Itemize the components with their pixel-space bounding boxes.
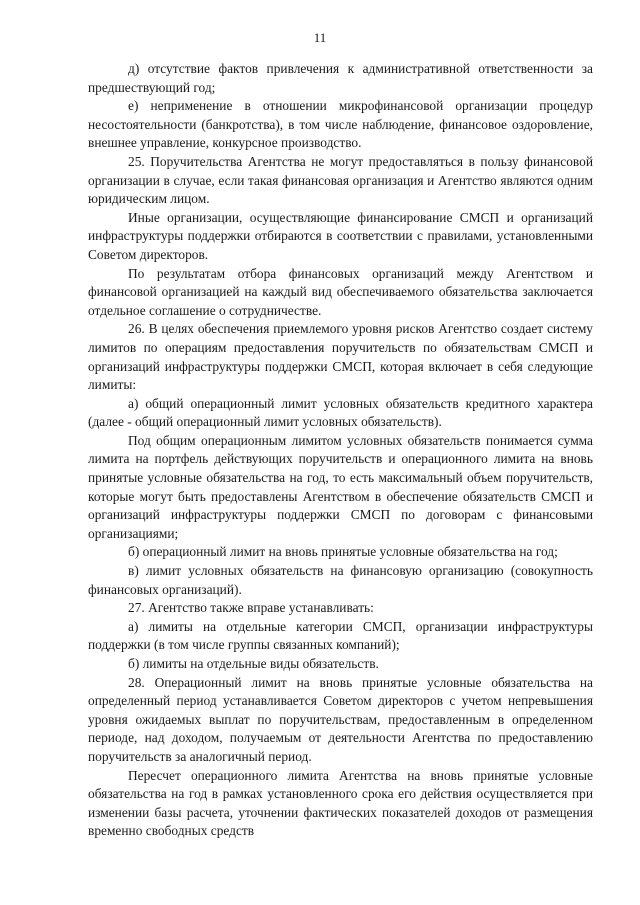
paragraph-26: 26. В целях обеспечения приемлемого уровня рисков Агентство создает систему лимитов по операциям предоставления поручительств по обязательствам СМСП и организаций инфраструктуры поддержки СМСП, которая включает в себя следующие лимиты: (88, 321, 593, 393)
paragraph-25: 25. Поручительства Агентства не могут предоставляться в пользу финансовой организации в случае, если такая финансовая организация и Агентство являются одним юридическим лицом. (88, 153, 593, 207)
paragraph-28: 28. Операционный лимит на вновь принятые условные обязательства на определенный период устанавливается Советом директоров с учетом непревышения уровня ожидаемых выплат по поручительствам, предоставленным в определенном периоде, над доходом, получаемым от деятельности Агентства по предоставлению поручительств за аналогичный период. (88, 674, 593, 764)
document-body (88, 60, 593, 841)
paragraph-1e: е) неприменение в отношении микрофинансовой организации процедур несостоятельности (банкротства), в том числе наблюдение, финансовое оздоровление, внешнее управление, конкурсное производство. (88, 98, 593, 151)
paragraph-26b: б) операционный лимит на вновь принятые условные обязательства на год; (128, 544, 558, 560)
paragraph-27: 27. Агентство также вправе устанавливать: (128, 600, 374, 616)
paragraph-27a: а) лимиты на отдельные категории СМСП, организации инфраструктуры поддержки (в том числе группы связанных компаний); (88, 618, 593, 653)
paragraph-26-definition: Под общим операционным лимитом условных обязательств понимается сумма лимита на портфель действующих поручительств и операционного лимита на вновь принятые условные обязательства на год, то есть максимальный объем поручительств, которые могут быть предоставлены Агентством в обеспечение обязательств СМСП и организаций инфраструктуры поддержки СМСП по договорам с финансовыми организациями; (88, 432, 593, 541)
paragraph-26a: а) общий операционный лимит условных обязательств кредитного характера (далее - общий операционный лимит условных обязательств). (88, 395, 593, 430)
paragraph-27b: б) лимиты на отдельные виды обязательств. (128, 656, 379, 671)
paragraph-28-recalculation: Пересчет операционного лимита Агентства на вновь принятые условные обязательства на год в рамках установленного срока его действия осуществляется при изменении базы расчета, уточнении фактических показателей доходов от размещения временно свободных средств (88, 767, 593, 839)
page-number: 11 (313, 30, 327, 45)
paragraph-1d: д) отсутствие фактов привлечения к административной ответственности за предшествующий год; (88, 61, 593, 95)
paragraph-25-agreement: По результатам отбора финансовых организаций между Агентством и финансовой организацией на каждый вид обеспечиваемого обязательства заключается отдельное соглашение о сотрудничестве. (88, 265, 593, 318)
paragraph-25-other-orgs: Иные организации, осуществляющие финансирование СМСП и организаций инфраструктуры поддержки отбираются в соответствии с правилами, установленными Советом директоров. (88, 209, 593, 262)
paragraph-26v: в) лимит условных обязательств на финансовую организацию (совокупность финансовых организаций). (88, 563, 593, 597)
